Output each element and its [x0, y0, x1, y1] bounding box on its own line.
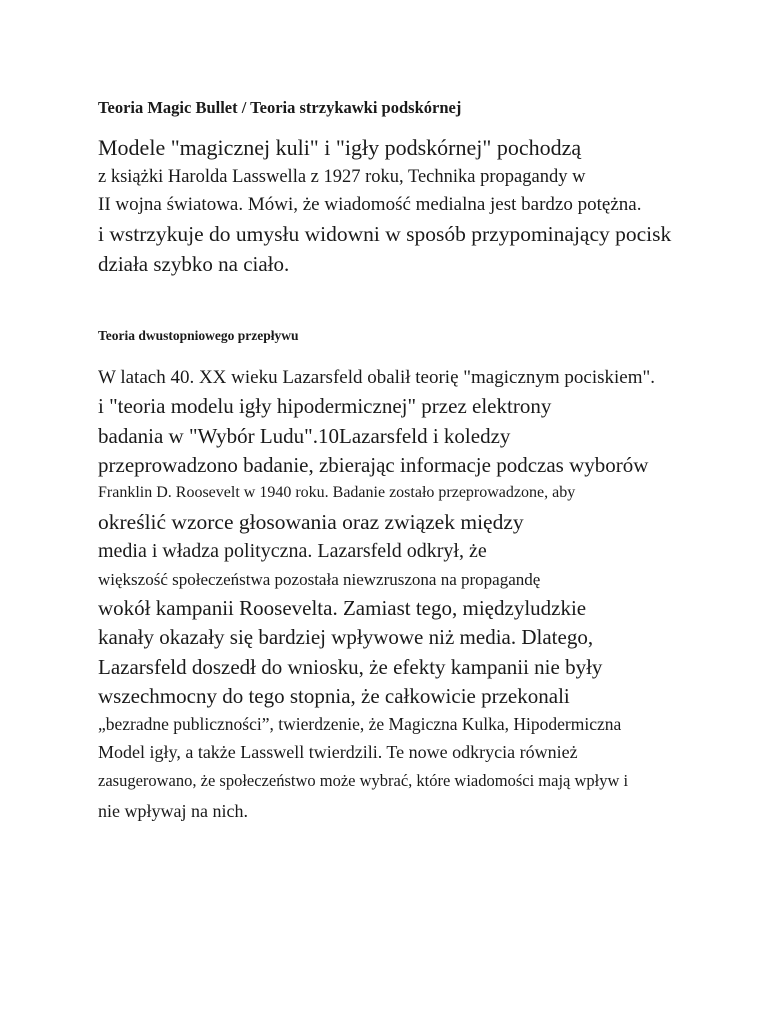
section-heading-magic-bullet: Teoria Magic Bullet / Teoria strzykawki podskórnej — [98, 98, 462, 117]
paragraph-line: Model igły, a także Lasswell twierdzili. Te nowe odkrycia również — [98, 742, 578, 762]
paragraph-line: „bezradne publiczności”, twierdzenie, że Magiczna Kulka, Hipodermiczna — [98, 714, 622, 734]
paragraph-line: Modele "magicznej kuli" i "igły podskórnej" pochodzą — [98, 135, 582, 160]
paragraph-line: W latach 40. XX wieku Lazarsfeld obalił teorię "magicznym pociskiem". — [98, 367, 656, 388]
section-heading-two-step-flow: Teoria dwustopniowego przepływu — [98, 328, 299, 343]
paragraph-line: badania w "Wybór Ludu".10Lazarsfeld i koledzy — [98, 424, 511, 448]
paragraph-line: nie wpływaj na nich. — [98, 801, 248, 821]
paragraph-line: Lazarsfeld doszedł do wniosku, że efekty kampanii nie były — [98, 655, 603, 679]
paragraph-line: i wstrzykuje do umysłu widowni w sposób przypominający pocisk — [98, 222, 672, 246]
paragraph-line: określić wzorce głosowania oraz związek między — [98, 510, 524, 534]
paragraph-line: z książki Harolda Lasswella z 1927 roku, Technika propagandy w — [98, 167, 586, 187]
paragraph-line: II wojna światowa. Mówi, że wiadomość medialna jest bardzo potężna. — [98, 194, 642, 215]
paragraph-line: i "teoria modelu igły hipodermicznej" przez elektrony — [98, 394, 552, 418]
paragraph-line: wszechmocny do tego stopnia, że całkowicie przekonali — [98, 684, 570, 708]
paragraph-line: większość społeczeństwa pozostała niewzruszona na propagandę — [98, 570, 541, 589]
paragraph-line: przeprowadzono badanie, zbierając informacje podczas wyborów — [98, 453, 649, 477]
paragraph-line: kanały okazały się bardziej wpływowe niż media. Dlatego, — [98, 625, 594, 649]
paragraph-line: wokół kampanii Roosevelta. Zamiast tego, międzyludzkie — [98, 596, 587, 620]
paragraph-line: Franklin D. Roosevelt w 1940 roku. Badanie zostało przeprowadzone, aby — [98, 484, 576, 501]
paragraph-line: działa szybko na ciało. — [98, 252, 290, 276]
paragraph-line: zasugerowano, że społeczeństwo może wybrać, które wiadomości mają wpływ i — [98, 771, 629, 790]
paragraph-line: media i władza polityczna. Lazarsfeld odkrył, że — [98, 540, 487, 562]
